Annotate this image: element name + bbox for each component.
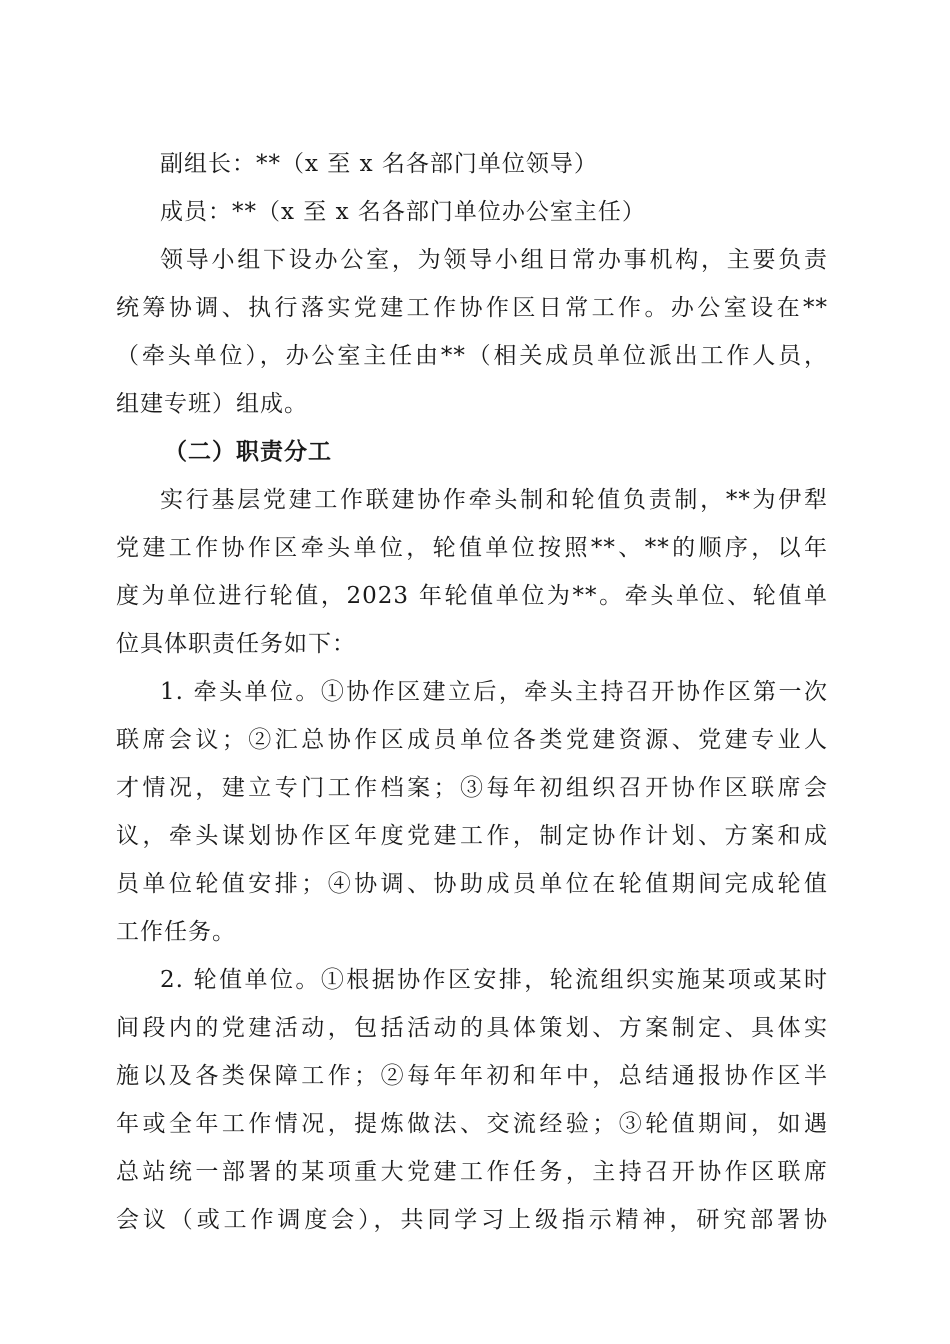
text-line-system-4: 位具体职责任务如下： <box>116 631 356 657</box>
text-line-system-3: 度为单位进行轮值，2023 年轮值单位为**。牵头单位、轮值单 <box>116 583 828 609</box>
text-line-rotate-1: 2. 轮值单位。①根据协作区安排，轮流组织实施某项或某时 <box>160 967 828 993</box>
text-line-members: 成员：**（x 至 x 名各部门单位办公室主任） <box>160 199 646 225</box>
text-line-office-3: （牵头单位），办公室主任由**（相关成员单位派出工作人员， <box>116 343 828 369</box>
text-line-office-4: 组建专班）组成。 <box>116 391 308 417</box>
section-heading-duties: （二）职责分工 <box>164 438 332 465</box>
text-line-rotate-3: 施以及各类保障工作；②每年年初和年中，总结通报协作区半 <box>116 1063 828 1089</box>
text-line-lead-4: 议，牵头谋划协作区年度党建工作，制定协作计划、方案和成 <box>116 823 828 849</box>
text-line-lead-6: 工作任务。 <box>116 919 236 945</box>
text-line-rotate-2: 间段内的党建活动，包括活动的具体策划、方案制定、具体实 <box>116 1015 828 1041</box>
text-line-system-2: 党建工作协作区牵头单位，轮值单位按照**、**的顺序，以年 <box>116 535 828 561</box>
document-body <box>116 140 828 1244</box>
text-line-lead-3: 才情况，建立专门工作档案；③每年初组织召开协作区联席会 <box>116 775 828 801</box>
text-line-lead-5: 员单位轮值安排；④协调、协助成员单位在轮值期间完成轮值 <box>116 871 828 897</box>
text-line-lead-1: 1. 牵头单位。①协作区建立后，牵头主持召开协作区第一次 <box>160 679 828 705</box>
text-line-office-1: 领导小组下设办公室，为领导小组日常办事机构，主要负责 <box>160 247 828 273</box>
text-line-rotate-4: 年或全年工作情况，提炼做法、交流经验；③轮值期间，如遇 <box>116 1111 828 1137</box>
text-line-rotate-5: 总站统一部署的某项重大党建工作任务，主持召开协作区联席 <box>116 1159 828 1185</box>
text-line-system-1: 实行基层党建工作联建协作牵头制和轮值负责制，**为伊犁 <box>160 487 828 513</box>
text-line-office-2: 统筹协调、执行落实党建工作协作区日常工作。办公室设在** <box>116 295 828 321</box>
text-line-deputy-leader: 副组长：**（x 至 x 名各部门单位领导） <box>160 151 598 177</box>
text-line-lead-2: 联席会议；②汇总协作区成员单位各类党建资源、党建专业人 <box>116 727 828 753</box>
text-line-rotate-6: 会议（或工作调度会），共同学习上级指示精神，研究部署协 <box>116 1207 828 1233</box>
